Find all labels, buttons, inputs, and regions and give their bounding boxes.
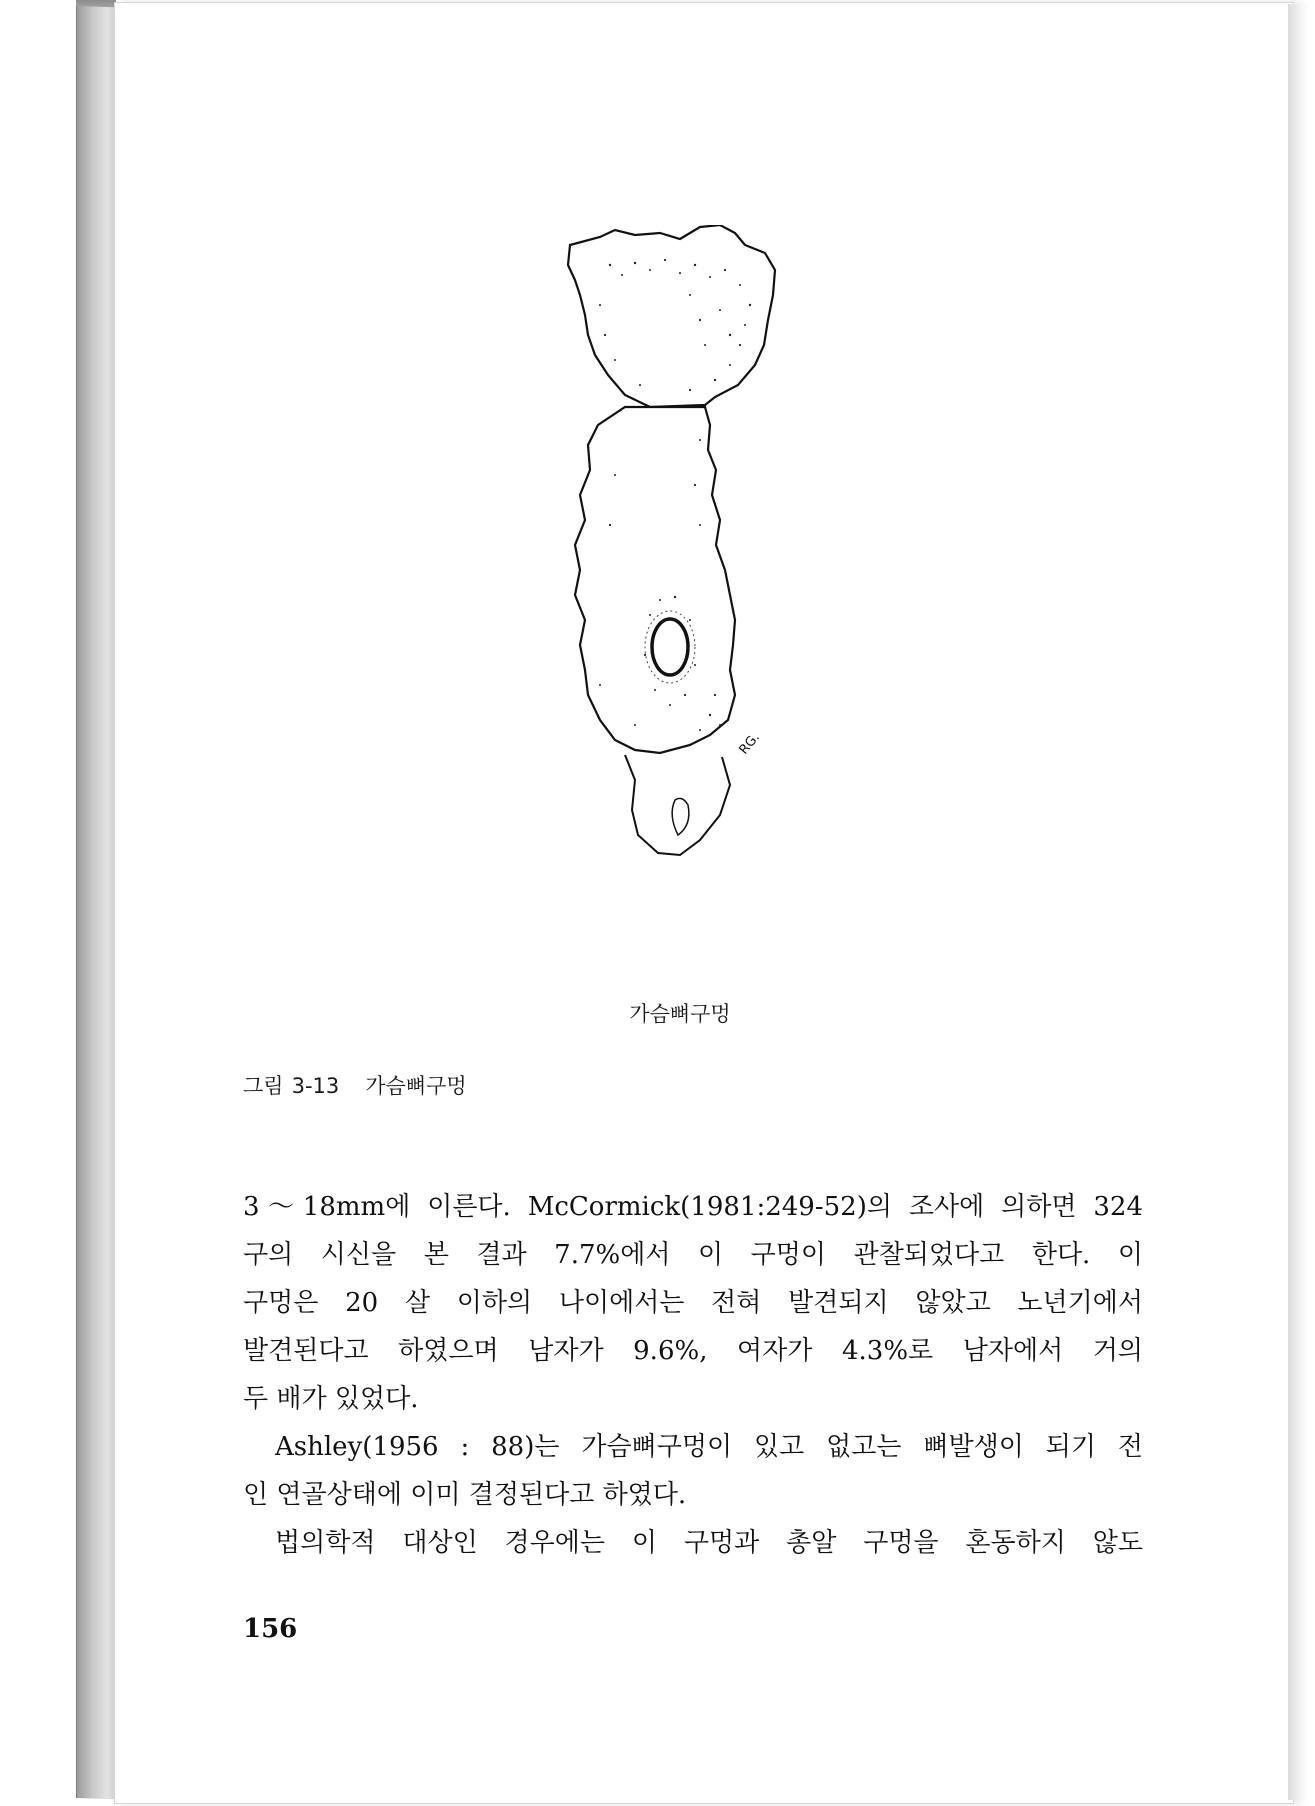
body-line: 두 배가 있었다. — [243, 1384, 419, 1414]
sternum-drawing — [540, 225, 820, 995]
body-line: 법의학적 대상인 경우에는 이 구멍과 총알 구멍을 혼동하지 않도 — [275, 1528, 1143, 1558]
body-line: 구의 시신을 본 결과 7.7%에서 이 구멍이 관찰되었다고 한다. 이 — [243, 1240, 1143, 1270]
page-edge — [1288, 4, 1308, 1800]
artist-signature: RG. — [736, 730, 764, 758]
body-line: Ashley(1956 : 88)는 가슴뼈구멍이 있고 없고는 뼈발생이 되기 전 — [275, 1432, 1143, 1462]
body-line: 구멍은 20 살 이하의 나이에서는 전혀 발견되지 않았고 노년기에서 — [243, 1288, 1143, 1318]
figure-label: 가슴뼈구멍 — [629, 1002, 731, 1026]
body-line: 발견된다고 하였으며 남자가 9.6%, 여자가 4.3%로 남자에서 거의 — [243, 1336, 1143, 1366]
body-line: 인 연골상태에 이미 결정된다고 하였다. — [243, 1480, 687, 1510]
xiphoid-outline — [625, 755, 730, 855]
manubrium-outline — [568, 225, 775, 407]
xiphoid-inner — [672, 798, 689, 835]
caption-prefix: 그림 — [243, 1074, 284, 1098]
body-text — [243, 1183, 1143, 1567]
caption-title: 가슴뼈구멍 — [365, 1074, 467, 1098]
book-spine — [76, 6, 117, 1799]
page-number: 156 — [243, 1614, 298, 1644]
figure-caption — [243, 1070, 467, 1100]
sternal-foramen-illustration — [540, 225, 820, 995]
caption-number: 3-13 — [291, 1074, 340, 1098]
sternal-foramen — [652, 619, 688, 675]
sternal-body-outline — [575, 407, 735, 753]
body-line: 3～18mm에 이른다. McCormick(1981:249-52)의 조사에 의하면 324 — [243, 1192, 1143, 1222]
